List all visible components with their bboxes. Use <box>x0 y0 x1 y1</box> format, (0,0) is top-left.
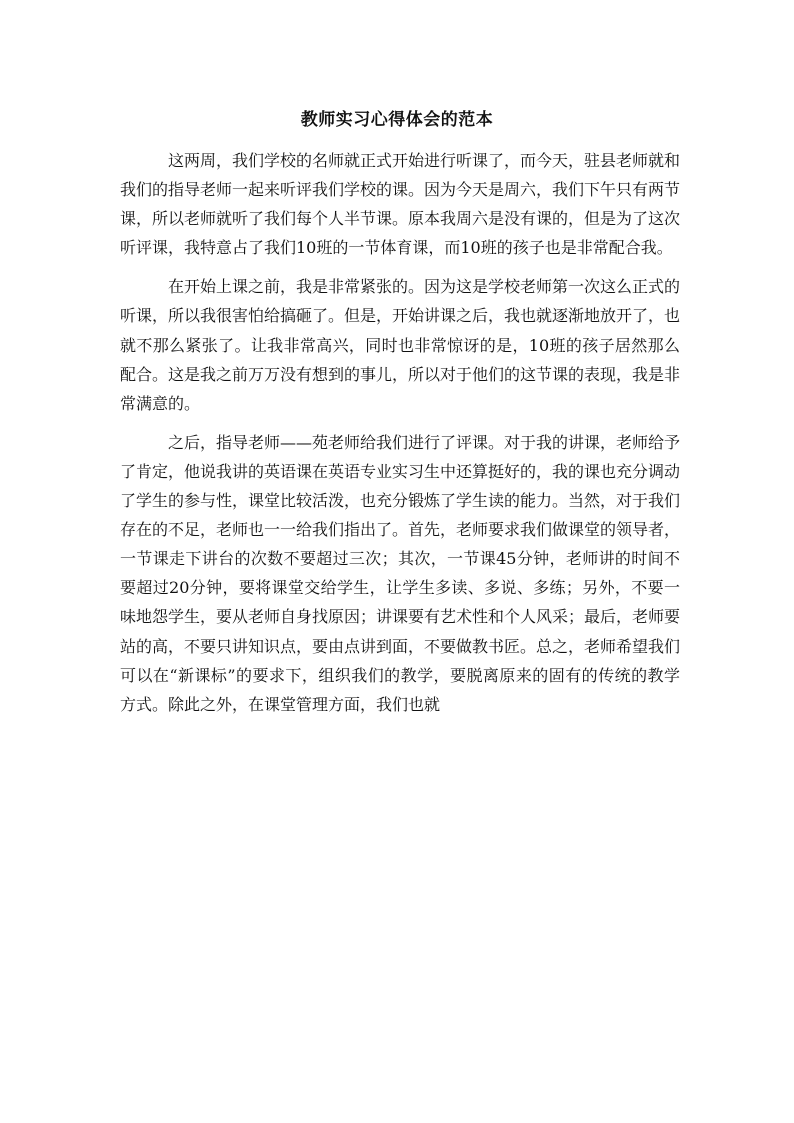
paragraph-1: 这两周，我们学校的名师就正式开始进行听课了，而今天，驻县老师就和我们的指导老师一起来听评我们学校的课。因为今天是周六，我们下午只有两节课，所以老师就听了我们每个人半节课。原本我周六是没有课的，但是为了这次听评课，我特意占了我们10班的一节体育课，而10班的孩子也是非常配合我。 <box>120 151 681 258</box>
document-title: 教师实习心得体会的范本 <box>300 110 494 130</box>
paragraph-3: 之后，指导老师——苑老师给我们进行了评课。对于我的讲课，老师给予了肯定，他说我讲的英语课在英语专业实习生中还算挺好的，我的课也充分调动了学生的参与性，课堂比较活泼，也充分锻炼了学生读的能力。当然，对于我们存在的不足，老师也一一给我们指出了。首先，老师要求我们做课堂的领导者，一节课走下讲台的次数不要超过三次；其次，一节课45分钟，老师讲的时间不要超过20分钟，要将课堂交给学生，让学生多读、多说、多练；另外，不要一味地怨学生，要从老师自身找原因；讲课要有艺术性和个人风采；最后，老师要站的高，不要只讲知识点，要由点讲到面，不要做教书匠。总之，老师希望我们可以在“新课标”的要求下，组织我们的教学，要脱离原来的固有的传统的教学方式。除此之外，在课堂管理方面，我们也就 <box>120 432 681 714</box>
document-body <box>120 146 680 719</box>
paragraph-2: 在开始上课之前，我是非常紧张的。因为这是学校老师第一次这么正式的听课，所以我很害怕给搞砸了。但是，开始讲课之后，我也就逐渐地放开了，也就不那么紧张了。让我非常高兴，同时也非常惊讶的是，10班的孩子居然那么配合。这是我之前万万没有想到的事儿，所以对于他们的这节课的表现，我是非常满意的。 <box>120 277 681 413</box>
